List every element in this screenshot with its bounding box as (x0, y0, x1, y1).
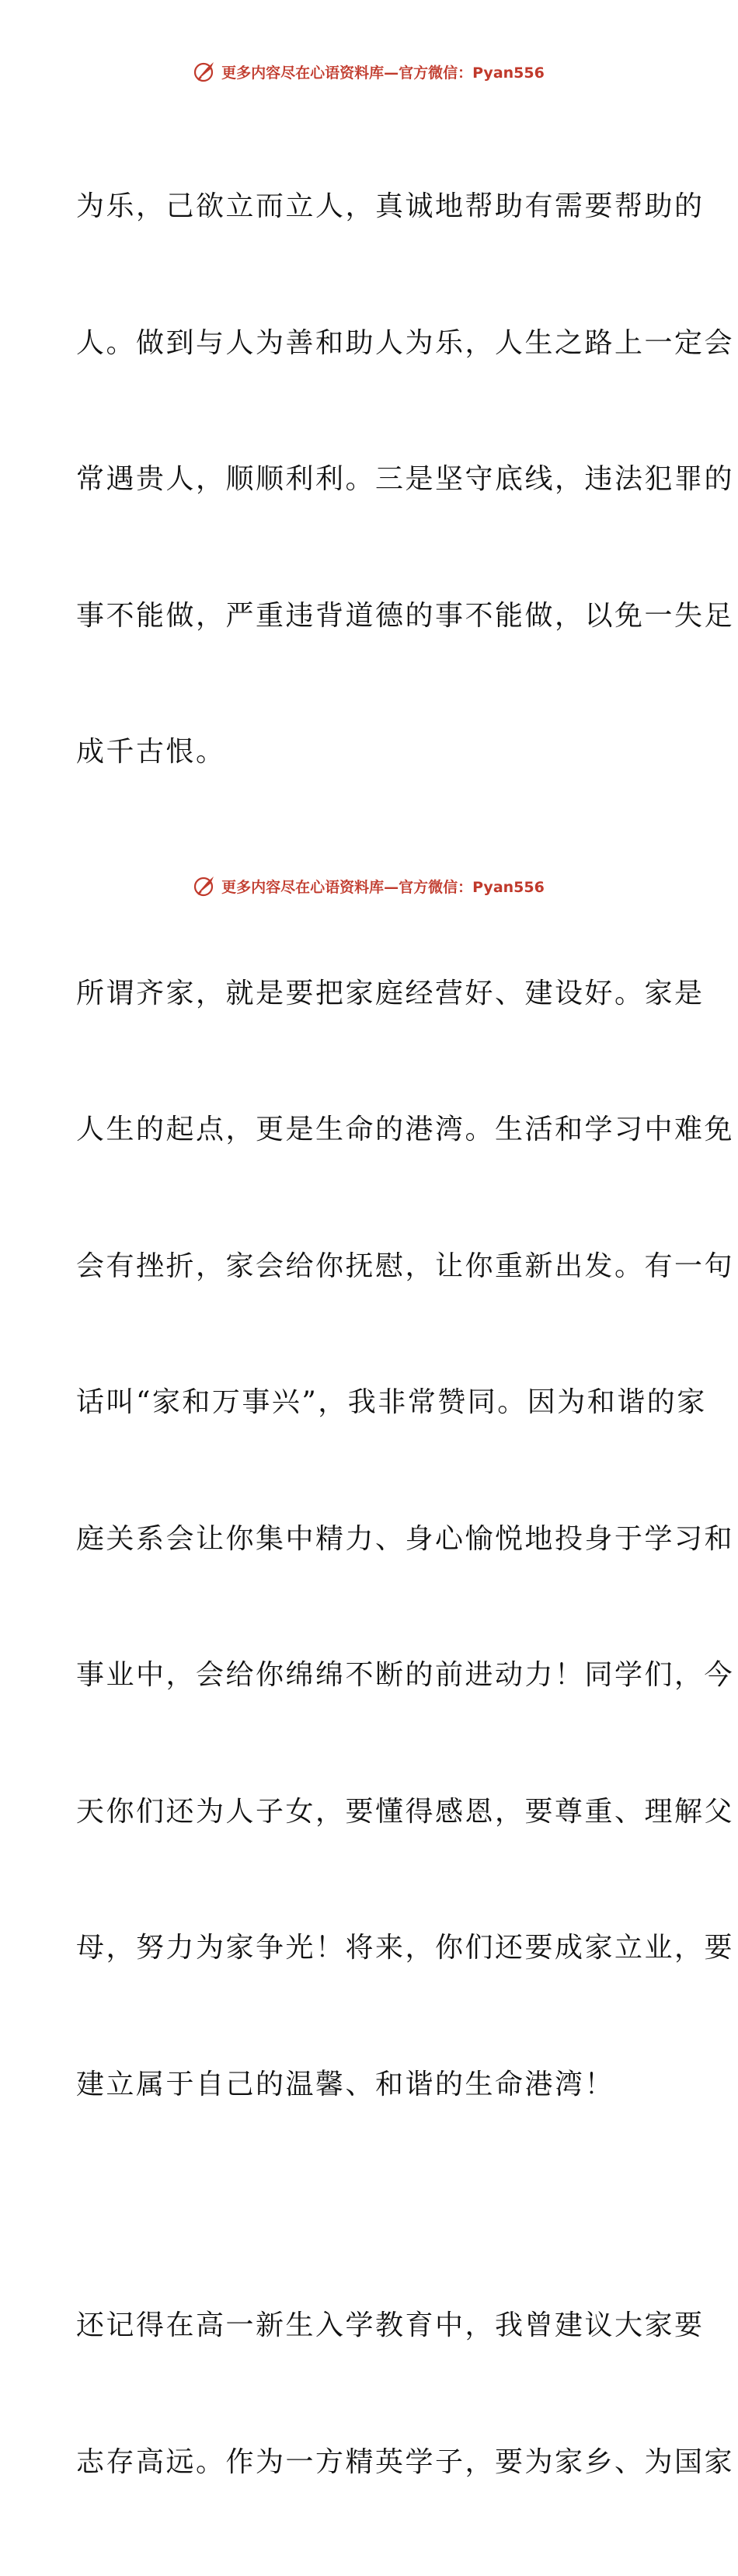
text-line: 成千古恨。 (76, 736, 226, 768)
header-banner-text: 更多内容尽在心语资料库—官方微信：Pyan556 (221, 64, 545, 82)
quill-pen-logo-icon (193, 60, 217, 83)
text-line: 常遇贵人，顺顺利利。三是坚守底线，违法犯罪的 (76, 463, 735, 495)
text-line: 母，努力为家争光！将来，你们还要成家立业，要 (76, 1932, 735, 1964)
text-line: 事业中，会给你绵绵不断的前进动力！同学们，今 (76, 1659, 735, 1691)
text-line: 庭关系会让你集中精力、身心愉悦地投身于学习和 (76, 1522, 735, 1555)
text-line: 话叫“家和万事兴”，我非常赞同。因为和谐的家 (76, 1386, 707, 1418)
text-line: 事不能做，严重违背道德的事不能做，以免一失足 (76, 599, 735, 632)
footer-banner (0, 870, 738, 901)
text-line: 天你们还为人子女，要懂得感恩，要尊重、理解父 (76, 1795, 735, 1828)
paragraph-1 (76, 93, 735, 866)
paragraph-3 (76, 2212, 735, 2576)
text-line: 所谓齐家，就是要把家庭经营好、建设好。家是 (76, 977, 705, 1009)
document-body (76, 93, 735, 2576)
paragraph-2 (76, 880, 735, 2199)
quill-pen-logo-icon (193, 874, 217, 898)
header-banner (0, 56, 738, 87)
text-line: 人。做到与人为善和助人为乐，人生之路上一定会 (76, 326, 735, 359)
footer-banner-text: 更多内容尽在心语资料库—官方微信：Pyan556 (221, 878, 545, 896)
text-line: 人生的起点，更是生命的港湾。生活和学习中难免 (76, 1114, 735, 1145)
text-line: 会有挫折，家会给你抚慰，让你重新出发。有一句 (76, 1250, 735, 1282)
text-line: 为乐，己欲立而立人，真诚地帮助有需要帮助的 (76, 190, 705, 222)
text-line: 还记得在高一新生入学教育中，我曾建议大家要 (76, 2309, 705, 2341)
text-line: 志存高远。作为一方精英学子，要为家乡、为国家 (76, 2445, 735, 2478)
text-line: 建立属于自己的温馨、和谐的生命港湾！ (76, 2068, 615, 2100)
